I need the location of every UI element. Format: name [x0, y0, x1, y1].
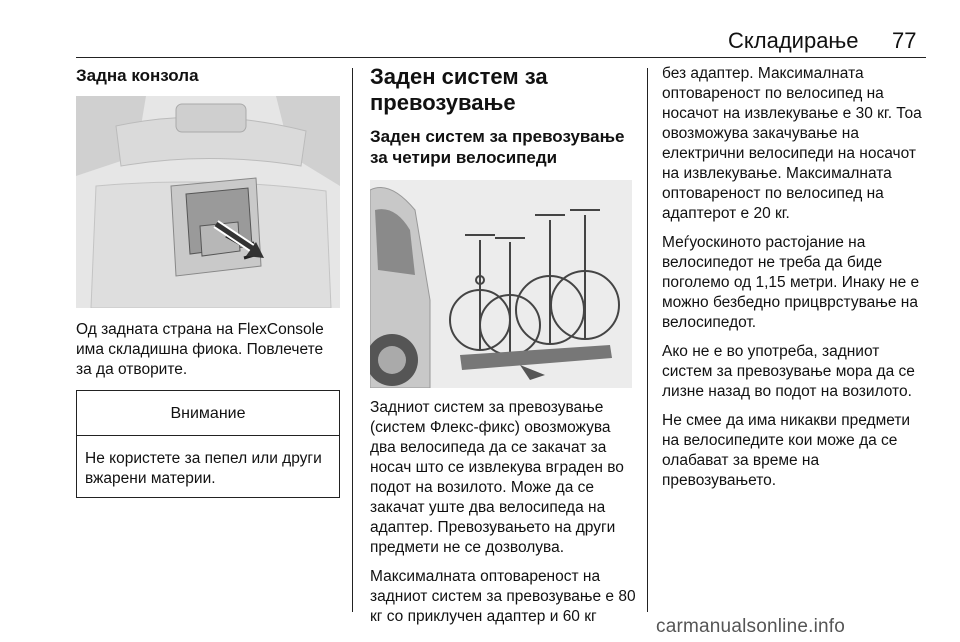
rear-console-storage-illustration: [76, 96, 340, 308]
rear-console-paragraph: Од задната страна на FlexConsole има складишна фиока. Повлечете за да отворите.: [76, 321, 324, 378]
page-number: 77: [892, 28, 917, 53]
load-paragraph: без адаптер. Максималната оптовареност по велосипед на носачот на извлекување е 30 кг. Тоа овозможува закачување на електрични велосипеди на носачот на извлекување. Максималната оптовареност по велосипед на адаптерот е 20 кг.: [662, 65, 922, 222]
notice-title: Внимание: [77, 391, 339, 436]
column-divider-2: [647, 68, 648, 612]
right-column: [662, 64, 930, 500]
watermark: carmanualsonline.info: [656, 616, 846, 637]
page-header: [0, 0, 960, 58]
carrier-paragraph-2: Максималната оптовареност на задниот систем за превозување е 80 кг со приклучен адаптер и 60 кг: [370, 568, 636, 625]
stowing-paragraph: Ако не е во употреба, задниот систем за превозување мора да се лизне назад во подот на возилото.: [662, 343, 915, 400]
axle-distance-paragraph: Меѓуоскиното растојание на велосипедот не треба да биде поголемо од 1,15 метри. Инаку не е можно безбедно прицврстување на велосипедот.: [662, 234, 920, 331]
header-divider: [76, 57, 926, 58]
notice-box: [76, 390, 340, 498]
carrier-heading: Заден систем за превозување: [370, 64, 548, 115]
rear-console-heading: Задна конзола: [76, 66, 199, 85]
section-title: Складирање: [728, 28, 859, 53]
loose-items-paragraph: Не смее да има никакви предмети на велосипедите кои може да се олабават за време на превозувањето.: [662, 412, 911, 489]
notice-text: Не користете за пепел или други вжарени материи.: [85, 450, 322, 487]
middle-column: [370, 64, 636, 636]
carrier-subheading: Заден систем за превозување за четири велосипеди: [370, 127, 625, 167]
rear-bicycle-carrier-illustration: [370, 180, 632, 388]
column-divider-1: [352, 68, 353, 612]
carrier-paragraph-1: Задниот систем за превозување (систем Флекс-фикс) овозможува два велосипеда да се закачат за носач што се извлекува вграден во подот на возилото. Може да се закачат уште два велосипеда на адаптер. Превозувањето на други предмети не се дозволува.: [370, 399, 624, 556]
left-column: [76, 64, 340, 498]
